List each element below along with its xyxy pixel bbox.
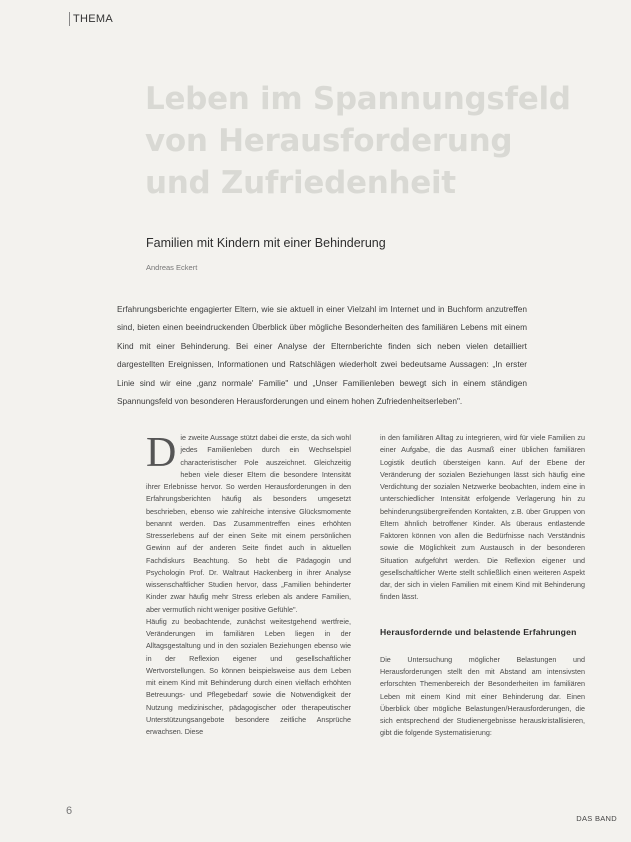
drop-cap: D <box>146 430 177 476</box>
body-paragraph: in den familiären Alltag zu integrieren, wird für viele Familien zu einer Aufgabe, die das Ausmaß einer üblichen familiären Logistik deutlich übersteigen kann. Auf der Ebene der Veränderung der sozialen Beziehungen lässt sich häufig eine Verdichtung der sozialen Netzwerke beobachten, indem eine in unterschiedlicher Intensität erfolgende Verlagerung hin zu behinderungsübergreifenden Kontakten, z.B. über Gruppen von Eltern ähnlich betroffener Kinder. Als überaus entlastende Faktoren können von allen die Bedürfnisse nach Verständnis sowie die Möglichkeit zum Austausch in der besonderen Situation aufgeführt werden. Die Reflexion eigener und gesellschaftlicher Werte stellt schließlich einen weiteren Aspekt dar, der sich in vielen Familien mit einem Kind mit Behinderung finden lässt. <box>380 433 585 602</box>
article-subtitle: Familien mit Kindern mit einer Behinderung <box>146 236 386 250</box>
body-paragraph: Häufig zu beobachtende, zunächst weitestgehend wertfreie, Veränderungen im familiären Leben liegen in der Alltagsgestaltung und in den sozialen Beziehungen ebenso wie in der Reflexion eigener und gesellschaftlicher Wertvorstellungen. So können beispielsweise aus dem Leben mit einem Kind mit Behinderung durch einen vielfach erhöhten Betreuungs- und Pflegebedarf sowie die Notwendigkeit der Nutzung medizinischer, pädagogischer oder therapeutischer Unterstützungsangebote besondere zeitliche Ansprüche erwachsen. Diese <box>146 616 351 736</box>
author-name: Andreas Eckert <box>146 263 198 272</box>
lead-text: Erfahrungsberichte engagierter Eltern, wie sie aktuell in einer Vielzahl im Internet und in Buchform anzutreffen sind, bieten einen beeindruckenden Überblick über mögliche Besonderheiten des familiären Lebens mit einem Kind mit einer Behinderung. Bei einer Analyse der Elternberichte finden sich neben vielen detailliert dargestellten Ereignissen, Informationen und Ratschlägen wiederholt zwei bedeutsame Aussagen: „In erster Linie sind wir eine ‚ganz normale' Familie" und „Unser Familienleben bewegt sich in einem ständigen Spannungsfeld von besonderen Herausforderungen und einem hohen Zufriedenheitserleben". <box>117 304 527 407</box>
body-paragraph: ie zweite Aussage stützt dabei die erste, da sich wohl jedes Familienleben durch ein Wechselspiel characteristischer Pole auszeichnet. Gleichzeitig heben viele dieser Eltern die besondere Intensität ihrer Erlebnisse hervor. So werden Herausforderungen in den Erfahrungsberichten häufig als besonders umgesetzt beschrieben, ebenso wie zahlreiche intensive Glücksmomente benannt werden. Das Zusammentreffen eines erhöhten Stresserlebens auf der einen Seite mit einem persönlichen Gewinn auf der anderen Seite findet auch in aktuellen Fachdiskurs Beachtung. So hebt die Pädagogin und Psychologin Prof. Dr. Waltraut Hackenberg in ihrer Analyse wissenschaftlicher Studien hervor, dass „Familien behinderter Kinder zwar häufig mehr Stress erleben als andere Familien, aber vermutlich nicht weniger positive Gefühle". <box>146 433 351 614</box>
body-paragraph: Die Untersuchung möglicher Belastungen und Herausforderungen stellt den mit Abstand am intensivsten erforschten Themenbereich der Besonderheiten im familiären Leben mit einem Kind mit einer Behinderung dar. Einen Überblick über mögliche Belastungen/Herausforderungen, die sich entsprechend der Studienergebnisse herauskristallisieren, gibt die folgende Systematisierung: <box>380 654 585 738</box>
article-title: Leben im Spannungsfeld von Herausforderung und Zufriedenheit <box>145 81 571 201</box>
section-heading: Herausfordernde und belastende Erfahrungen <box>380 626 577 637</box>
text-column-right <box>380 432 585 740</box>
section-label: THEMA <box>69 12 113 26</box>
page-number: 6 <box>66 805 73 817</box>
text-column-left <box>146 432 351 738</box>
journal-name: DAS BAND <box>576 814 617 823</box>
lead-paragraph <box>117 300 527 410</box>
